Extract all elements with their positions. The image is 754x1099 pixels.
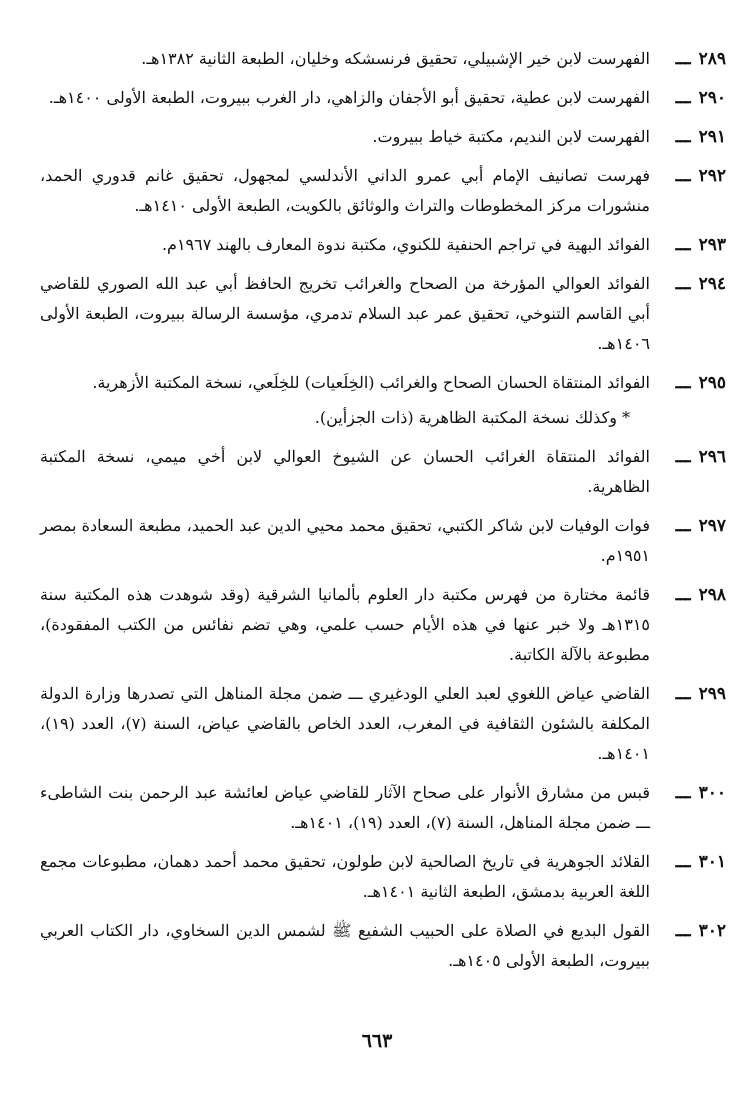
entry-number: ٢٨٩ـــ (675, 49, 726, 69)
entry-number: ٢٩٥ـــ (675, 373, 726, 393)
entry-text: الفهرست لابن النديم، مكتبة خياط ببيروت. (372, 127, 650, 146)
entry-number: ٣٠٠ـــ (675, 783, 726, 803)
list-item (40, 916, 726, 976)
entry-number: ٢٩١ـــ (675, 127, 726, 147)
list-item (40, 442, 726, 502)
entry-text: القاضي عياض اللغوي لعبد العلي الودغيري ـــ ضمن مجلة المناهل التي تصدرها وزارة الدولة المكلفة بالشئون الثقافية في المغرب، العدد الخاص بالقاضي عياض، السنة (٧)، العدد (١٩)، ١٤٠١هـ. (40, 684, 651, 763)
entry-text: فهرست تصانيف الإمام أبي عمرو الداني الأندلسي لمجهول، تحقيق غانم قدوري الحمد، منشورات مركز المخطوطات والتراث والوثائق بالكويت، الطبعة الأولى ١٤١٠هـ. (40, 166, 650, 215)
entry-number: ٢٩٩ـــ (675, 684, 726, 704)
entry-number: ٢٩٨ـــ (675, 585, 726, 605)
entry-text: القلائد الجوهرية في تاريخ الصالحية لابن طولون، تحقيق محمد أحمد دهمان، مطبوعات مجمع اللغة العربية بدمشق، الطبعة الثانية ١٤٠١هـ. (40, 852, 650, 901)
entry-text: الفوائد المنتقاة الغرائب الحسان عن الشيوخ العوالي لابن أخي ميمي، نسخة المكتبة الظاهرية. (40, 447, 650, 496)
page-number: ٦٦٣ (361, 1030, 393, 1052)
entry-text: قائمة مختارة من فهرس مكتبة دار العلوم بألمانيا الشرقية (وقد شوهدت هذه المكتبة سنة ١٣١٥هـ ولا خبر عنها في هذه الأيام حسب علمي، وهي تضم نفائس من الكتب المفقودة)، مطبوعة بالآلة الكاتبة. (40, 585, 650, 664)
entry-number: ٢٩٧ـــ (675, 516, 726, 536)
list-item (40, 230, 726, 260)
list-item (40, 679, 726, 769)
list-item (40, 83, 726, 113)
bibliography-list (40, 44, 726, 976)
entry-number: ٢٩٢ـــ (675, 166, 726, 186)
entry-number: ٣٠٢ـــ (675, 921, 726, 941)
list-item (40, 847, 726, 907)
entry-number: ٢٩٠ـــ (675, 88, 726, 108)
list-item (40, 778, 726, 838)
entry-text: فوات الوفيات لابن شاكر الكتبي، تحقيق محمد محيي الدين عبد الحميد، مطبعة السعادة بمصر ١٩٥١م. (40, 516, 650, 565)
entry-number: ٢٩٣ـــ (675, 235, 726, 255)
list-item (40, 44, 726, 74)
entry-subnote: * وكذلك نسخة المكتبة الظاهرية (ذات الجزأين). (314, 408, 630, 427)
entry-number: ٢٩٤ـــ (675, 274, 726, 294)
list-item (40, 269, 726, 359)
list-item (40, 368, 726, 398)
list-item (40, 511, 726, 571)
list-item (40, 580, 726, 670)
entry-text: الفوائد البهية في تراجم الحنفية للكنوي، مكتبة ندوة المعارف بالهند ١٩٦٧م. (161, 235, 650, 254)
list-item (40, 122, 726, 152)
entry-text: الفوائد المنتقاة الحسان الصحاح والغرائب (الخِلَعيات) للخِلَعي، نسخة المكتبة الأزهرية. (92, 373, 650, 392)
entry-number: ٢٩٦ـــ (675, 447, 726, 467)
entry-text: الفوائد العوالي المؤرخة من الصحاح والغرائب تخريج الحافظ أبي عبد الله الصوري للقاضي أبي القاسم التنوخي، تحقيق عمر عبد السلام تدمري، مؤسسة الرسالة ببيروت، الطبعة الأولى ١٤٠٦هـ. (40, 274, 650, 353)
entry-text: قبس من مشارق الأنوار على صحاح الآثار للقاضي عياض لعائشة عبد الرحمن بنت الشاطىء ـــ ضمن مجلة المناهل، السنة (٧)، العدد (١٩)، ١٤٠١هـ. (40, 783, 650, 832)
list-item (40, 161, 726, 221)
entry-text: الفهرست لابن خير الإشبيلي، تحقيق فرنسشكه وخليان، الطبعة الثانية ١٣٨٢هـ. (141, 49, 650, 68)
entry-text: القول البديع في الصلاة على الحبيب الشفيع ﷺ لشمس الدين السخاوي، دار الكتاب العربي ببيروت، الطبعة الأولى ١٤٠٥هـ. (40, 921, 650, 970)
entry-text: الفهرست لابن عطية، تحقيق أبو الأجفان والزاهي، دار الغرب ببيروت، الطبعة الأولى ١٤٠٠هـ. (48, 88, 650, 107)
entry-number: ٣٠١ـــ (675, 852, 726, 872)
